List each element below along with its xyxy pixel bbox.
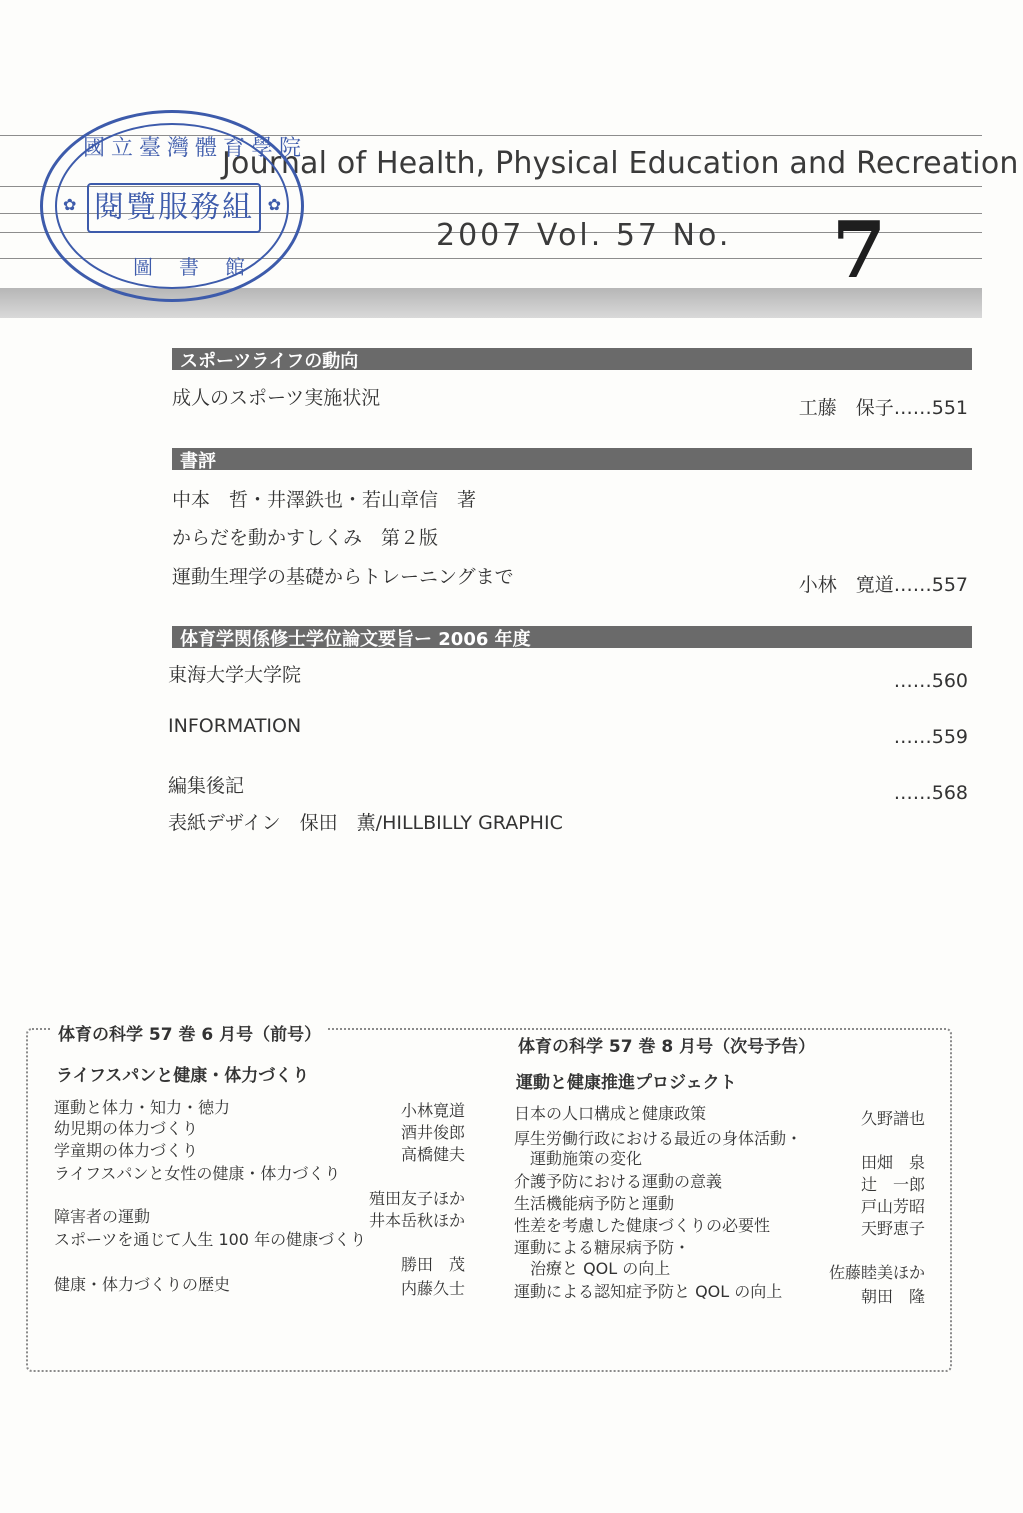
prev-item-author: 内藤久士 [400,1279,465,1298]
prev-item-author: 井本岳秋ほか [368,1211,465,1230]
flower-icon: ✿ [267,195,281,214]
stamp-top-text: 國立臺灣體育學院 [83,136,308,161]
prev-item-author: 殖田友子ほか [368,1189,465,1208]
next-item-title: 運動による認知症予防と QOL の向上 [514,1282,783,1301]
stamp-bottom-text: 圖書館 [133,255,271,279]
section-heading-masters-abstracts: 体育学関係修士学位論文要旨ー 2006 年度 [172,626,972,648]
next-item-title: 介護予防における運動の意義 [514,1172,723,1191]
next-item-title: 生活機能病予防と運動 [514,1194,675,1213]
toc-entry-author-page: 小林 寛道……557 [798,574,968,596]
next-item-author: 朝田 隆 [860,1287,925,1306]
issue-number: 7 [832,205,887,296]
toc-entry-author-page: 工藤 保子……551 [798,397,968,419]
stamp-middle-text: 閱覽服務組 [87,183,261,233]
toc-entry-title: 東海大学大学院 [168,664,302,686]
next-item-title: 厚生労働行政における最近の身体活動・ [514,1129,803,1148]
prev-item-author: 小林寛道 [400,1101,465,1120]
prev-item-title: 運動と体力・知力・徳力 [54,1098,231,1117]
next-item-author: 佐藤睦美ほか [828,1263,925,1282]
next-item-title: 性差を考慮した健康づくりの必要性 [514,1216,771,1235]
next-issue-feature: 運動と健康推進プロジェクト [516,1073,737,1093]
library-stamp [40,110,308,302]
prev-item-title: 学童期の体力づくり [54,1141,199,1160]
toc-entry-page: ……560 [893,670,968,692]
prev-item-author: 勝田 茂 [400,1255,465,1274]
flower-icon: ✿ [63,195,77,214]
toc-line: 運動生理学の基礎からトレーニングまで [172,566,514,588]
next-item-author: 辻 一郎 [860,1175,925,1194]
toc-line: からだを動かすしくみ 第２版 [172,527,439,549]
next-item-author: 戸山芳昭 [860,1197,925,1216]
journal-title: Journal of Health, Physical Education and Recreation [222,146,1019,181]
prev-item-title: ライフスパンと女性の健康・体力づくり [54,1164,341,1183]
prev-item-title: 健康・体力づくりの歴史 [54,1275,231,1294]
prev-issue-feature: ライフスパンと健康・体力づくり [56,1066,310,1086]
prev-item-author: 酒井俊郎 [400,1123,465,1142]
toc-entry-page: ……559 [893,726,968,748]
toc-entry-title: 成人のスポーツ実施状況 [172,387,381,409]
issue-line: 2007 Vol. 57 No. [436,218,732,253]
next-item-author: 久野譜也 [860,1109,925,1128]
next-item-title: 日本の人口構成と健康政策 [514,1104,707,1123]
next-issue-heading: 体育の科学 57 巻 8 月号（次号予告） [512,1032,821,1057]
prev-item-title: 幼児期の体力づくり [54,1119,199,1138]
toc-entry-page: ……568 [893,782,968,804]
prev-issue-heading: 体育の科学 57 巻 6 月号（前号） [52,1020,327,1045]
cover-design-credit: 表紙デザイン 保田 薫/HILLBILLY GRAPHIC [168,812,563,834]
prev-item-title: 障害者の運動 [54,1207,151,1226]
toc-entry-title: INFORMATION [168,715,302,737]
section-heading-book-review: 書評 [172,448,972,470]
next-item-author: 田畑 泉 [860,1153,925,1172]
next-item-title: 運動による糖尿病予防・ [514,1238,691,1257]
section-heading-sports-life: スポーツライフの動向 [172,348,972,370]
next-item-title-cont: 運動施策の変化 [530,1149,643,1168]
prev-item-title: スポーツを通じて人生 100 年の健康づくり [54,1230,367,1249]
next-item-author: 天野恵子 [860,1219,925,1238]
prev-item-author: 高橋健夫 [400,1145,465,1164]
toc-entry-title: 編集後記 [168,775,245,797]
next-item-title-cont: 治療と QOL の向上 [530,1259,671,1278]
toc-line: 中本 哲・井澤鉄也・若山章信 著 [172,489,477,511]
